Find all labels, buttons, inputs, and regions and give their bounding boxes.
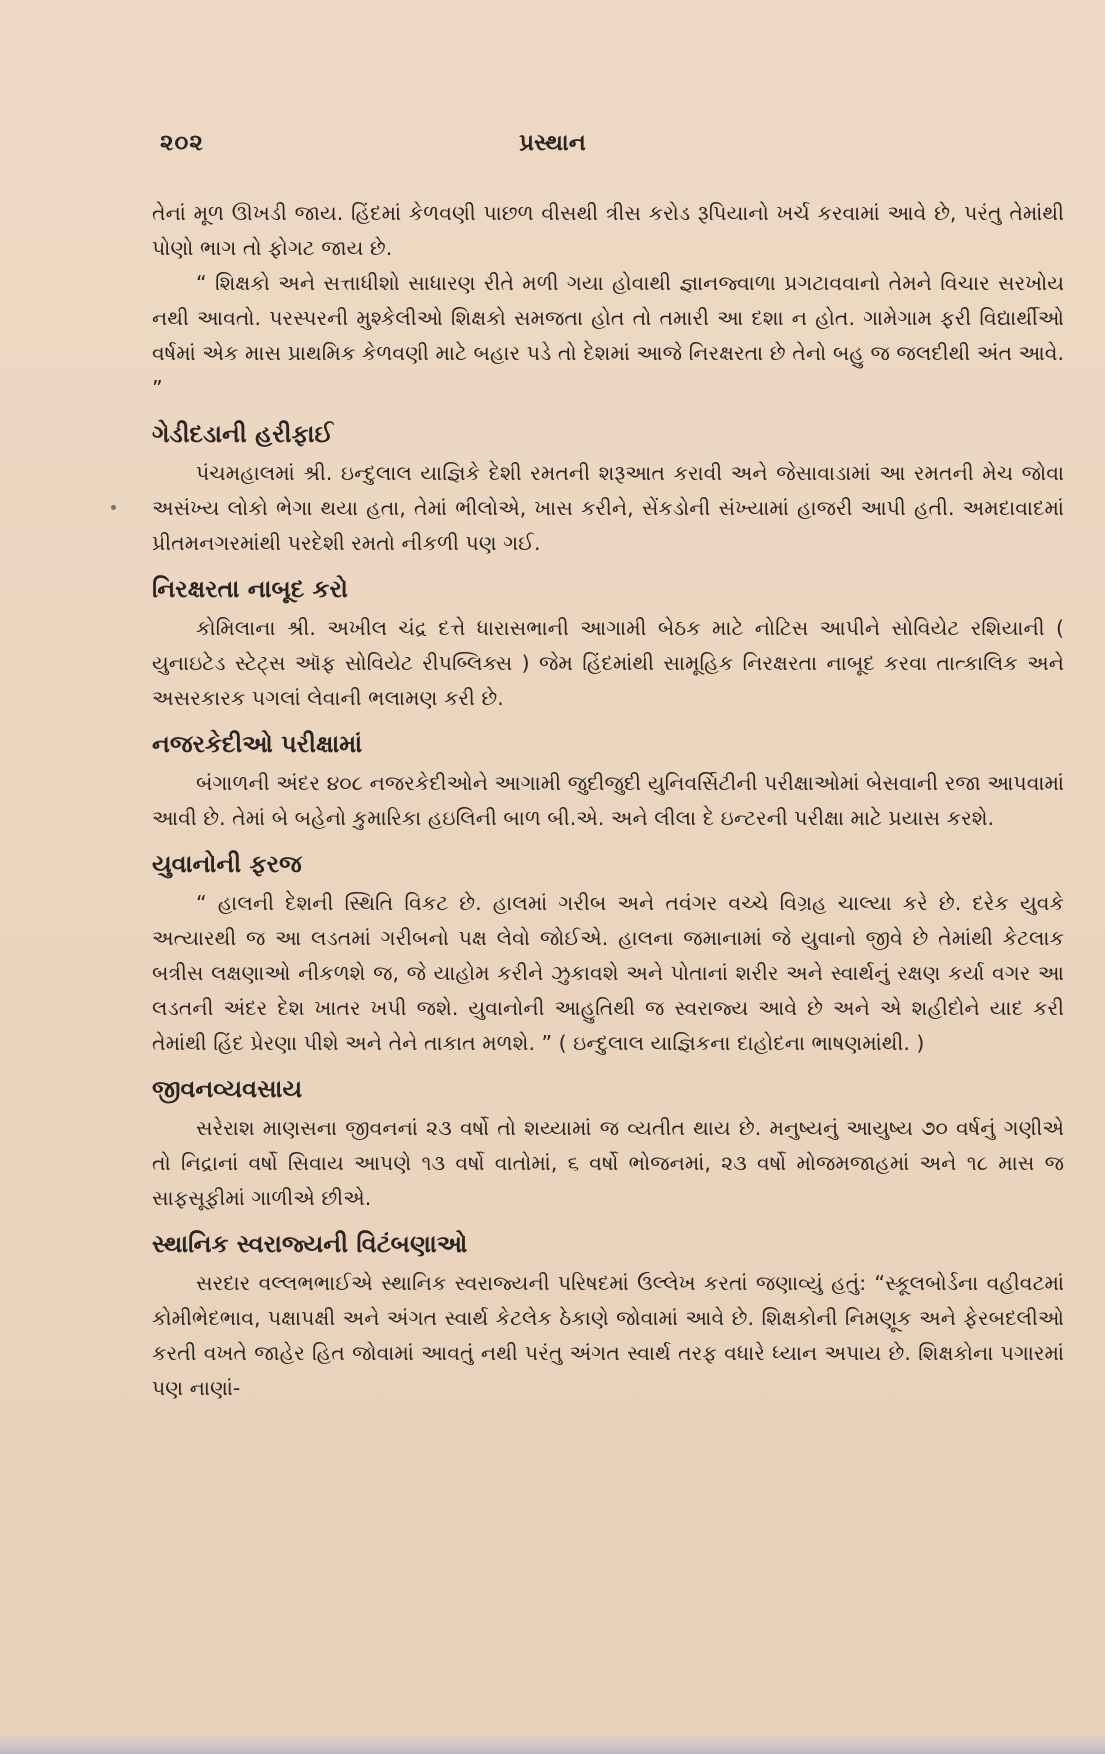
section-heading-yuvano: યુવાનોની ફરજ	[152, 850, 302, 878]
page-bottom-edge	[0, 1732, 1105, 1754]
page-header	[160, 130, 945, 166]
section-heading-sthanik-swarajya: સ્થાનિક સ્વરાજ્યની વિટંબણાઓ	[152, 1230, 468, 1258]
section-text-najarkedi: બંગાળની અંદર ૪૦૮ નજરકેદીઓને આગામી જુદીજુદી યુનિવર્સિટીની પરીક્ષાઓમાં બેસવાની રજા આપવામાં આવી છે. તેમાં બે બહેનો કુમારિકા હઇલિની બાળ બી.એ. અને લીલા દે ઇન્ટરની પરીક્ષા માટે પ્રયાસ કરશે.	[152, 771, 1064, 830]
section-heading-gedidada: ગેડીદડાની હરીફાઈ	[152, 420, 334, 448]
article-body	[152, 196, 1064, 1406]
section-text-sthanik-swarajya: સરદાર વલ્લભભાઈએ સ્થાનિક સ્વરાજ્યની પરિષદમાં ઉલ્લેખ કરતાં જણાવ્યું હતું: “સ્કૂલબોર્ડના વહીવટમાં કોમીભેદભાવ, પક્ષાપક્ષી અને અંગત સ્વાર્થ કેટલેક ઠેકાણે જોવામાં આવે છે. શિક્ષકોની નિમણૂક અને ફેરબદલીઓ કરતી વખતે જાહેર હિત જોવામાં આવતું નથી પરંતુ અંગત સ્વાર્થ તરફ વધારે ધ્યાન અપાય છે. શિક્ષકોના પગારમાં પણ નાણાં-	[152, 1271, 1064, 1400]
section-text-gedidada: પંચમહાલમાં શ્રી. ઇન્દુલાલ યાજ્ઞિકે દેશી રમતની શરૂઆત કરાવી અને જેસાવાડામાં આ રમતની મેચ જોવા અસંખ્ય લોકો ભેગા થયા હતા, તેમાં ભીલોએ, ખાસ કરીને, સેંકડોની સંખ્યામાં હાજરી આપી હતી. અમદાવાદમાં પ્રીતમનગરમાંથી પરદેશી રમતો નીકળી પણ ગઈ.	[152, 461, 1064, 555]
page-number: ૨૦૨	[160, 130, 204, 156]
section-text-jivanvyavsay: સરેરાશ માણસના જીવનનાં ૨૩ વર્ષો તો શય્યામાં જ વ્યતીત થાય છે. મનુષ્યનું આયુષ્ય ૭૦ વર્ષનું ગણીએ તો નિદ્રાનાં વર્ષો સિવાય આપણે ૧૩ વર્ષો વાતોમાં, ૬ વર્ષો ભોજનમાં, ૨૩ વર્ષો મોજમજાહમાં અને ૧૮ માસ જ સાફસૂફીમાં ગાળીએ છીએ.	[152, 1116, 1064, 1210]
section-heading-najarkedi: નજરકેદીઓ પરીક્ષામાં	[152, 730, 363, 758]
section-text-nirakshrata: કોમિલાના શ્રી. અખીલ ચંદ્ર દત્તે ધારાસભાની આગામી બેઠક માટે નોટિસ આપીને સોવિયેટ રશિયાની ( યુનાઇટેડ સ્ટેટ્સ ઑફ સોવિયેટ રીપબ્લિક્સ ) જેમ હિંદમાંથી સામૂહિક નિરક્ષરતા નાબૂદ કરવા તાત્કાલિક અને અસરકારક પગલાં લેવાની ભલામણ કરી છે.	[152, 616, 1064, 710]
intro-paragraph: તેનાં મૂળ ઊખડી જાય. હિંદમાં કેળવણી પાછળ વીસથી ત્રીસ કરોડ રૂપિયાનો ખર્ચ કરવામાં આવે છે, પરંતુ તેમાંથી પોણો ભાગ તો ફોગટ જાય છે.	[152, 201, 1064, 260]
paper-speck	[111, 505, 116, 510]
intro-quote-paragraph: “ શિક્ષકો અને સત્તાધીશો સાધારણ રીતે મળી ગયા હોવાથી જ્ઞાનજ્વાળા પ્રગટાવવાનો તેમને વિચાર સરખોય નથી આવતો. પરસ્પરની મુશ્કેલીઓ શિક્ષકો સમજતા હોત તો તમારી આ દશા ન હોત. ગામેગામ ફરી વિદ્યાર્થીઓ વર્ષમાં એક માસ પ્રાથમિક કેળવણી માટે બહાર પડે તો દેશમાં આજે નિરક્ષરતા છે તેનો બહુ જ જલદીથી અંત આવે. ”	[152, 271, 1064, 400]
section-text-yuvano: “ હાલની દેશની સ્થિતિ વિકટ છે. હાલમાં ગરીબ અને તવંગર વચ્ચે વિગ્રહ ચાલ્યા કરે છે. દરેક યુવકે અત્યારથી જ આ લડતમાં ગરીબનો પક્ષ લેવો જોઈએ. હાલના જમાનામાં જે યુવાનો જીવે છે તેમાંથી કેટલાક બત્રીસ લક્ષણાઓ નીકળશે જ, જે યાહોમ કરીને ઝુકાવશે અને પોતાનાં શરીર અને સ્વાર્થનું રક્ષણ કર્યા વગર આ લડતની અંદર દેશ ખાતર ખપી જશે. યુવાનોની આહુતિથી જ સ્વરાજ્ય આવે છે અને એ શહીદોને યાદ કરી તેમાંથી હિંદ પ્રેરણા પીશે અને તેને તાકાત મળશે. ” ( ઇન્દુલાલ યાજ્ઞિકના દાહોદના ભાષણમાંથી. )	[152, 891, 1064, 1055]
running-title: પ્રસ્થાન	[519, 130, 586, 156]
section-heading-jivanvyavsay: જીવનવ્યવસાય	[152, 1075, 303, 1103]
section-heading-nirakshrata: નિરક્ષરતા નાબૂદ કરો	[152, 575, 348, 603]
